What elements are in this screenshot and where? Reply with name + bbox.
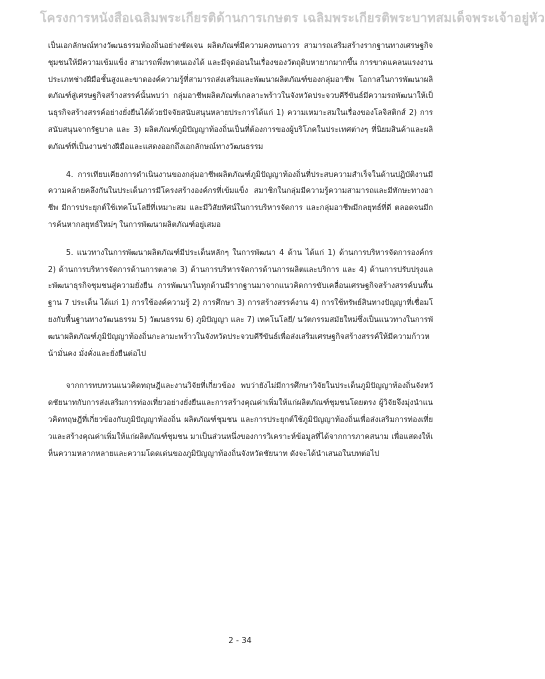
paragraph-summary: จากการทบทวนแนวคิดทฤษฎีและงานวิจัยที่เกี่ยวข้อง พบว่ายังไม่มีการศึกษาวิจัยในประเด็นภูมิปัญญาท้องถิ่นจังหวัดชัยนาทกับการส่งเสริมการท่องเที่ยวอย่างยั่งยืนและการสร้างคุณค่าเพิ่มให้แก่ผลิตภัณฑ์ชุมชนโดยตรง ผู้วิจัยจึงมุ่งนำแนวคิดทฤษฎีที่เกี่ยวข้องกับภูมิปัญญาท้องถิ่น ผลิตภัณฑ์ชุมชน และการประยุกต์ใช้ภูมิปัญญาท้องถิ่นเพื่อส่งเสริมการท่องเที่ยวและสร้างคุณค่าเพิ่มให้แก่ผลิตภัณฑ์ชุมชน มาเป็นส่วนหนึ่งของการวิเคราะห์ข้อมูลที่ได้จากการภาคสนาม เพื่อแสดงให้เห็นความหลากหลายและความโดดเด่นของภูมิปัญญาท้องถิ่นจังหวัดชัยนาท ดังจะได้นำเสนอในบทต่อไป [48,381,433,458]
paragraph-item-4: 4. การเทียบเคียงการดำเนินงานของกลุ่มอาชีพผลิตภัณฑ์ภูมิปัญญาท้องถิ่นที่ประสบความสำเร็จในด้านปฏิบัติงานมีความคล้ายคลึงกันในประเด็นการมีโครงสร้างองค์กรที่เข้มแข็ง สมาชิกในกลุ่มมีความรู้ความสามารถและมีทักษะทางอาชีพ มีการประยุกต์ใช้เทคโนโลยีที่เหมาะสม และมีวิสัยทัศน์ในการบริหารจัดการ และกลุ่มอาชีพมีกลยุทธ์ที่ดี ตลอดจนมีการค้นหากลยุทธ์ใหม่ๆ ในการพัฒนาผลิตภัณฑ์อยู่เสมอ [48,169,433,229]
paragraph-item-5: 5. แนวทางในการพัฒนาผลิตภัณฑ์มีประเด็นหลักๆ ในการพัฒนา 4 ด้าน ได้แก่ 1) ด้านการบริหารจัดการองค์กร 2) ด้านการบริหารจัดการด้านการตลาด 3) ด้านการบริหารจัดการด้านการผลิตและบริการ และ 4) ด้านการปรับปรุงและพัฒนาธุรกิจชุมชนสู่ความยั่งยืน การพัฒนาในทุกด้านมีรากฐานมาจากแนวคิดการขับเคลื่อนเศรษฐกิจสร้างสรรค์บนพื้นฐาน 7 ประเด็น ได้แก่ 1) การใช้องค์ความรู้ 2) การศึกษา 3) การสร้างสรรค์งาน 4) การใช้ทรัพย์สินทางปัญญาที่เชื่อมโยงกับพื้นฐานทางวัฒนธรรม 5) วัฒนธรรม 6) ภูมิปัญญา และ 7) เทคโนโลยี/ นวัตกรรมสมัยใหม่ซึ่งเป็นแนวทางในการพัฒนาผลิตภัณฑ์ภูมิปัญญาท้องถิ่นกะลามะพร้าวในจังหวัดประจวบคีรีขันธ์เพื่อส่งเสริมเศรษฐกิจสร้างสรรค์ให้มีความก้าวหน้ามั่นคง มั่งคั่งและยั่งยืนต่อไป [48,247,433,358]
running-header: โครงการหนังสือเฉลิมพระเกียรติด้านการเกษตร เฉลิมพระเกียรติพระบาทสมเด็จพระเจ้าอยู่หัว [40,10,545,25]
paragraph-continuation: เป็นเอกลักษณ์ทางวัฒนธรรมท้องถิ่นอย่างชัดเจน ผลิตภัณฑ์มีความคงทนถาวร สามารถเสริมสร้างรากฐานทางเศรษฐกิจชุมชนให้มีความเข้มแข็ง สามารถพึ่งพาตนเองได้ และมีจุดอ่อนในเรื่องของวัตถุดิบหายากมากขึ้น การขาดแคลนแรงงานประเภทช่างฝีมือชั้นสูงและขาดองค์ความรู้ที่สามารถส่งเสริมและพัฒนาผลิตภัณฑ์ของกลุ่มอาชีพ โอกาสในการพัฒนาผลิตภัณฑ์สู่เศรษฐกิจสร้างสรรค์นั้นพบว่า กลุ่มอาชีพผลิตภัณฑ์เกลลาะพร้าวในจังหวัดประจวบคีรีขันธ์มีความรถพัฒนาให้เป็นธุรกิจสร้างสรรค์อย่างยั่งยืนได้ด้วยปัจจัยสนับสนุนหลายประการได้แก่ 1) ความเหมาะสมในเรื่องของโลจิสติกส์ 2) การสนับสนุนจากรัฐบาล และ 3) ผลิตภัณฑ์ภูมิปัญญาท้องถิ่นเป็นที่ต้องการของผู้บริโภคในประเทศต่างๆ ที่นิยมสินค้าและผลิตภัณฑ์ที่เป็นงานช่างฝีมือและแสดงออกถึงเอกลักษณ์ทางวัฒนธรรม [48,41,433,151]
body-text [48,38,433,473]
page-number: 2 - 34 [228,636,252,645]
